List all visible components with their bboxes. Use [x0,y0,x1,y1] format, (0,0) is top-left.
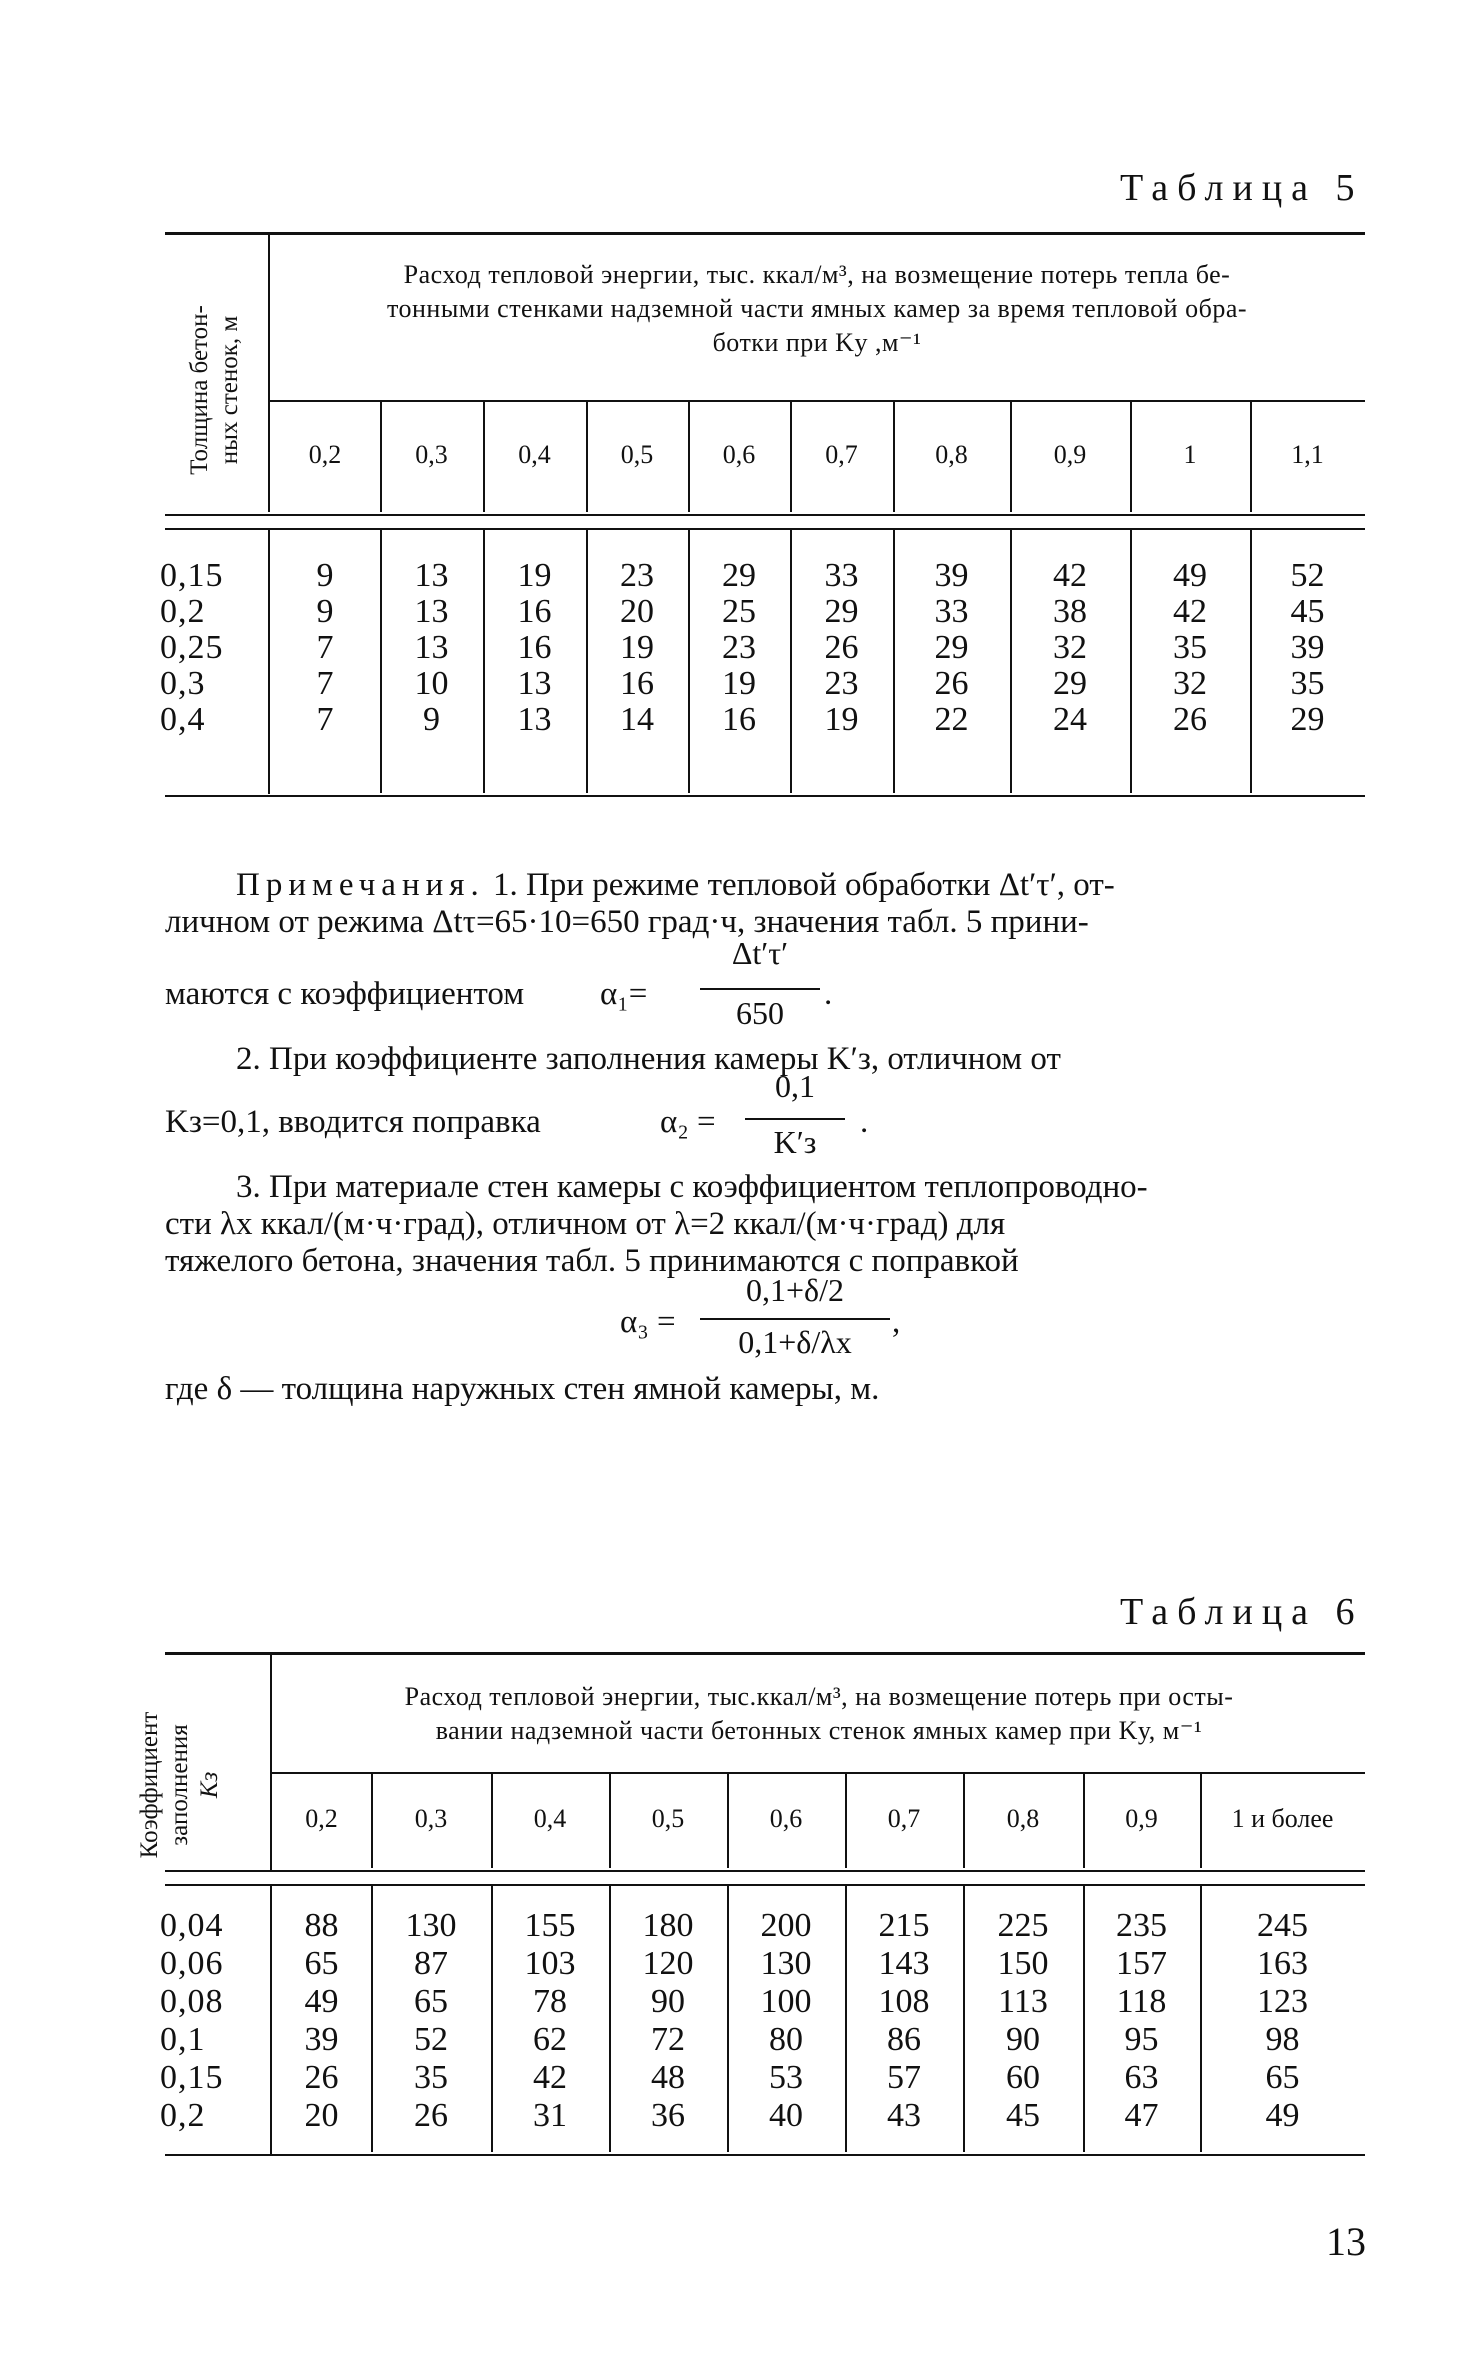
table5-cell: 19 [517,557,552,594]
table6-header-bottom-rule [165,1870,1365,1872]
table6-row-header: Коэффициент заполнения Kз [136,1711,223,1859]
table5-cell: 29 [722,557,756,594]
note2-denominator: K′з [773,1124,817,1160]
table5-cell: 16 [620,665,654,702]
table6-cell: 36 [651,2097,685,2134]
table6-cell: 57 [887,2059,921,2096]
table6-cell: 60 [1006,2059,1040,2096]
table6-cell: 103 [524,1945,576,1982]
table6-row-label: 0,2 [160,2097,206,2134]
table5-top-rule [165,232,1365,235]
table5-cell: 16 [517,629,552,666]
table5-cell: 32 [1173,665,1207,702]
table5-cell: 29 [1290,701,1325,738]
note1-numerator: Δt′τ′ [731,935,789,971]
table5-column-header: 0,7 [825,440,858,469]
table6-body-top-rule [165,1884,1365,1886]
table5-cell: 19 [620,629,654,666]
table6-cell: 43 [887,2097,921,2134]
table5-cell: 45 [1290,593,1325,630]
table6-stub-divider [270,1652,272,1870]
table5-column-header: 1,1 [1291,440,1324,469]
note2-line2: Kз=0,1, вводится поправка [165,1104,541,1140]
note2-end: . [860,1104,869,1140]
table5-cell: 7 [316,701,334,738]
table5-header-bottom-rule [165,514,1365,516]
table5-cell: 39 [1290,629,1325,666]
table5-cell: 52 [1290,557,1325,594]
table6-cell: 235 [1116,1907,1167,1944]
table5-cell: 26 [1173,701,1207,738]
table5-bottom-rule [165,795,1365,797]
table6-cell: 130 [405,1907,457,1944]
table6-cell: 42 [533,2059,567,2096]
table5-cell: 33 [824,557,859,594]
table6-row-label: 0,1 [160,2021,206,2058]
table6-cell: 200 [760,1907,812,1944]
table5-row-label: 0,15 [160,557,224,594]
table6-cell: 150 [997,1945,1049,1982]
table5-cell: 23 [620,557,654,594]
table6-cell: 52 [414,2021,448,2058]
table5-caption: Таблица 5 [1120,167,1364,209]
table5-cell: 29 [934,629,969,666]
table6-column-header: 0,6 [769,1804,803,1833]
table6-cell: 49 [1265,2097,1300,2134]
table6-cell: 95 [1124,2021,1159,2058]
page-number: 13 [1326,2219,1366,2264]
table5-cell: 42 [1053,557,1087,594]
table6-cell: 53 [769,2059,803,2096]
table5-cell: 25 [722,593,756,630]
table5-cell: 26 [934,665,969,702]
table6-top-rule [165,1652,1365,1655]
table6-cell: 98 [1265,2021,1300,2058]
table6-row-label: 0,04 [160,1907,224,1944]
table5-cell: 26 [824,629,859,666]
table6-cell: 65 [414,1983,448,2020]
table5-cell: 13 [414,629,449,666]
table6-cell: 39 [304,2021,339,2058]
table6-cell: 225 [997,1907,1049,1944]
table6-cell: 155 [524,1907,576,1944]
table6-cell: 40 [769,2097,803,2134]
table5-cell: 16 [722,701,756,738]
table6-cell: 65 [1265,2059,1300,2096]
table6-cell: 26 [414,2097,448,2134]
table5-row-label: 0,25 [160,629,224,666]
table5-row-label: 0,3 [160,665,206,702]
table5-column-header: 0,3 [415,440,448,469]
note3-numerator: 0,1+δ/2 [745,1272,844,1308]
note3-line3: тяжелого бетона, значения табл. 5 принимаются с поправкой [165,1243,1019,1279]
table5-subheader-rule [270,400,1365,402]
table6-cell: 130 [760,1945,812,1982]
note3-alpha: α₃ = [620,1304,676,1340]
table5-cell: 20 [620,593,654,630]
table5-column-header: 0,5 [620,440,654,469]
table6-cell: 90 [1006,2021,1040,2058]
table5-cell: 49 [1173,557,1207,594]
note3-line1: 3. При материале стен камеры с коэффициентом теплопроводно- [236,1169,1148,1205]
table6-cell: 31 [533,2097,567,2134]
table6-cell: 26 [304,2059,339,2096]
table6-cell: 108 [878,1983,930,2020]
table6-cell: 63 [1124,2059,1159,2096]
table6-cell: 163 [1257,1945,1308,1982]
table6-cell: 45 [1006,2097,1040,2134]
table6-cell: 120 [642,1945,694,1982]
table5-column-header: 0,6 [722,440,756,469]
table5-cell: 13 [414,593,449,630]
table5-cell: 13 [414,557,449,594]
table6-column-header: 0,3 [414,1804,448,1833]
table6-cell: 113 [998,1983,1048,2020]
table6-cell: 118 [1116,1983,1167,2020]
table6-cell: 48 [651,2059,685,2096]
note1-denominator: 650 [736,995,784,1031]
notes-heading: Примечания. [236,867,485,903]
table5-cell: 35 [1173,629,1207,666]
table6-column-header: 0,8 [1006,1804,1040,1833]
table6-cell: 100 [760,1983,812,2020]
table5-cell: 9 [316,593,334,630]
table5-body-top-rule [165,528,1365,530]
note2-alpha: α₂ = [660,1104,716,1140]
note3-line4: где δ — толщина наружных стен ямной камеры, м. [165,1371,880,1407]
table5-cell: 23 [824,665,859,702]
table5-cell: 23 [722,629,756,666]
table5-row-header: Толщина бетон- ных стенок, м [186,305,243,475]
table6-cell: 87 [414,1945,448,1982]
table6-cell: 143 [878,1945,930,1982]
table6-cell: 245 [1257,1907,1308,1944]
table6-cell: 78 [533,1983,567,2020]
note3-end: , [892,1304,901,1340]
note2-fraction-bar [745,1118,845,1120]
table6-column-header: 0,2 [305,1804,338,1833]
table5-cell: 33 [934,593,969,630]
table6-row-label: 0,15 [160,2059,224,2096]
table6-cell: 88 [304,1907,339,1944]
note1-text: 1. При режиме тепловой обработки Δt′τ′, от- [484,867,1115,903]
table6-main-header: Расход тепловой энергии, тыс.ккал/м³, на возмещение потерь при осты- вании надземной части бетонных стенок ямных камер при Kу, м⁻¹ [404,1682,1234,1745]
table6-row-label: 0,06 [160,1945,224,1982]
table5-cell: 38 [1053,593,1087,630]
table5-column-header: 0,2 [308,440,342,469]
table6-column-header: 0,9 [1125,1804,1158,1833]
table6-cell: 49 [304,1983,339,2020]
table5-stub-divider [268,232,270,512]
table6-cell: 20 [304,2097,339,2134]
table5-row-label: 0,2 [160,593,206,630]
table6-caption: Таблица 6 [1120,1591,1364,1633]
note3-fraction-bar [700,1318,890,1320]
table6-cell: 157 [1116,1945,1167,1982]
table6-column-header: 0,5 [651,1804,685,1833]
table5-cell: 42 [1173,593,1207,630]
table6-row-label: 0,08 [160,1983,224,2020]
table6-column-header: 0,4 [533,1804,567,1833]
table6-cell: 35 [414,2059,448,2096]
table6-cell: 123 [1257,1983,1308,2020]
table6-bottom-rule [165,2154,1365,2156]
note2-numerator: 0,1 [775,1068,815,1104]
table5-cell: 29 [824,593,859,630]
table5-cell: 16 [517,593,552,630]
table6-cell: 80 [769,2021,803,2058]
table6-cell: 86 [887,2021,921,2058]
table6-cell: 72 [651,2021,685,2058]
table6-cell: 65 [304,1945,339,1982]
table5-cell: 10 [414,665,449,702]
table5-cell: 7 [316,629,334,666]
note3-denominator: 0,1+δ/λx [738,1324,852,1360]
note1-line1 [236,866,1115,904]
table5-cell: 24 [1053,701,1087,738]
table5-cell: 9 [423,701,440,738]
note1-line3: маются с коэффициентом [165,976,525,1012]
table5-column-header: 0,4 [518,440,551,469]
table6-column-header: 1 и более [1231,1804,1334,1833]
note1-line2: личном от режима Δtτ=65·10=650 град·ч, значения табл. 5 прини- [165,904,1089,940]
note1-alpha: α₁= [600,976,648,1012]
table5-main-header: Расход тепловой энергии, тыс. ккал/м³, на возмещение потерь тепла бе- тонными стенками надземной части ямных камер за время тепловой обра- ботки при Kу ,м⁻¹ [386,260,1248,357]
table6-cell: 90 [651,1983,685,2020]
table5-cell: 32 [1053,629,1087,666]
table6-cell: 180 [642,1907,694,1944]
table5-cell: 13 [517,665,552,702]
table6-column-header: 0,7 [887,1804,921,1833]
table5-cell: 39 [934,557,969,594]
table5-column-header: 1 [1183,440,1197,469]
table5-cell: 29 [1053,665,1087,702]
table6-cell: 47 [1124,2097,1159,2134]
table5-cell: 13 [517,701,552,738]
table5-cell: 9 [316,557,334,594]
table5-cell: 7 [316,665,334,702]
table5-row-label: 0,4 [160,701,206,738]
table5-cell: 22 [934,701,969,738]
table6-cell: 215 [878,1907,930,1944]
table5-column-header: 0,8 [935,440,968,469]
note3-line2: сти λx ккал/(м·ч·град), отличном от λ=2 ккал/(м·ч·град) для [165,1206,1006,1242]
table5-cell: 19 [722,665,756,702]
table5-column-header: 0,9 [1053,440,1087,469]
note2-line1: 2. При коэффициенте заполнения камеры K′з, отличном от [236,1041,1061,1077]
table5-cell: 19 [824,701,859,738]
note1-end: . [824,976,833,1012]
table5-cell: 14 [620,701,654,738]
table6-cell: 62 [533,2021,567,2058]
note1-fraction-bar [700,988,820,990]
table5-cell: 35 [1290,665,1325,702]
